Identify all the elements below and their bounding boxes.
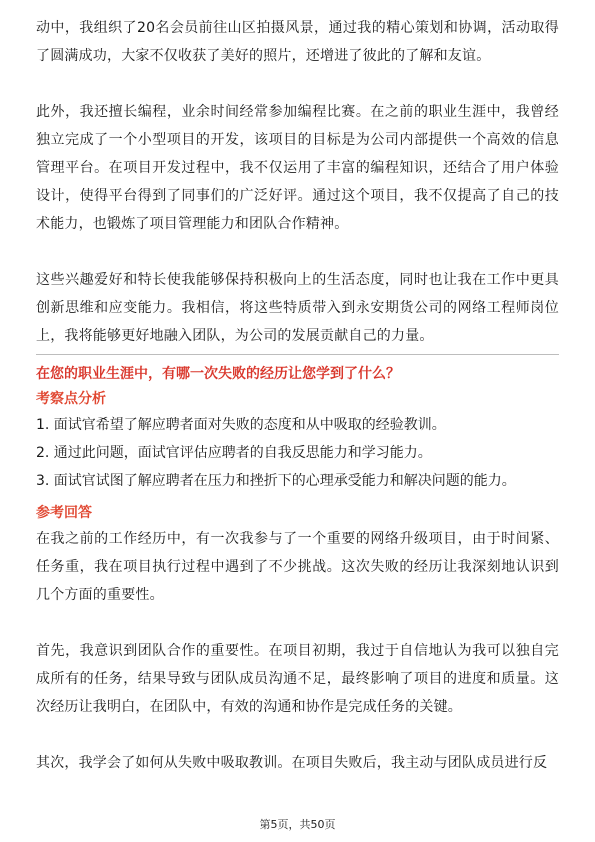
interview-question: 在您的职业生涯中，有哪一次失败的经历让您学到了什么？ (36, 366, 400, 382)
answer-paragraph: 首先，我意识到团队合作的重要性。在项目初期，我过于自信地认为我可以独自完成所有的任务，结果导致与团队成员沟通不足，最终影响了项目的进度和质量。这次经历让我明白，在团队中，有效的沟通和协作是完成任务的关键。 (36, 643, 559, 715)
body-paragraph: 此外，我还擅长编程，业余时间经常参加编程比赛。在之前的职业生涯中，我曾经独立完成了一个小型项目的开发，该项目的目标是为公司内部提供一个高效的信息管理平台。在项目开发过程中，我不仅运用了丰富的编程知识，还结合了用户体验设计，使得平台得到了同事们的广泛好评。通过这个项目，我不仅提高了自己的技术能力，也锻炼了项目管理能力和团队合作精神。 (36, 104, 559, 232)
analysis-item: 2. 通过此问题，面试官评估应聘者的自我反思能力和学习能力。 (36, 445, 432, 461)
paragraph-gap (36, 238, 559, 266)
answer-paragraph: 其次，我学会了如何从失败中吸取教训。在项目失败后，我主动与团队成员进行反 (36, 755, 548, 771)
paragraph-gap (36, 721, 559, 749)
answer-heading: 参考回答 (36, 505, 92, 521)
document-page (36, 14, 559, 777)
body-paragraph: 动中，我组织了20名会员前往山区拍摄风景，通过我的精心策划和协调，活动取得了圆满成功，大家不仅收获了美好的照片，还增进了彼此的了解和友谊。 (36, 20, 559, 64)
section-divider (36, 354, 559, 355)
analysis-item: 3. 面试官试图了解应聘者在压力和挫折下的心理承受能力和解决问题的能力。 (36, 473, 516, 489)
paragraph-gap (36, 609, 559, 637)
analysis-heading: 考察点分析 (36, 391, 106, 407)
body-paragraph: 这些兴趣爱好和特长使我能够保持积极向上的生活态度，同时也让我在工作中更具创新思维和应变能力。我相信，将这些特质带入到永安期货公司的网络工程师岗位上，我将能够更好地融入团队，为公司的发展贡献自己的力量。 (36, 272, 559, 344)
answer-paragraph: 在我之前的工作经历中，有一次我参与了一个重要的网络升级项目，由于时间紧、任务重，我在项目执行过程中遇到了不少挑战。这次失败的经历让我深刻地认识到几个方面的重要性。 (36, 531, 559, 603)
paragraph-gap (36, 70, 559, 98)
analysis-item: 1. 面试官希望了解应聘者面对失败的态度和从中吸取的经验教训。 (36, 417, 446, 433)
page-number: 第5页，共50页 (259, 818, 336, 831)
